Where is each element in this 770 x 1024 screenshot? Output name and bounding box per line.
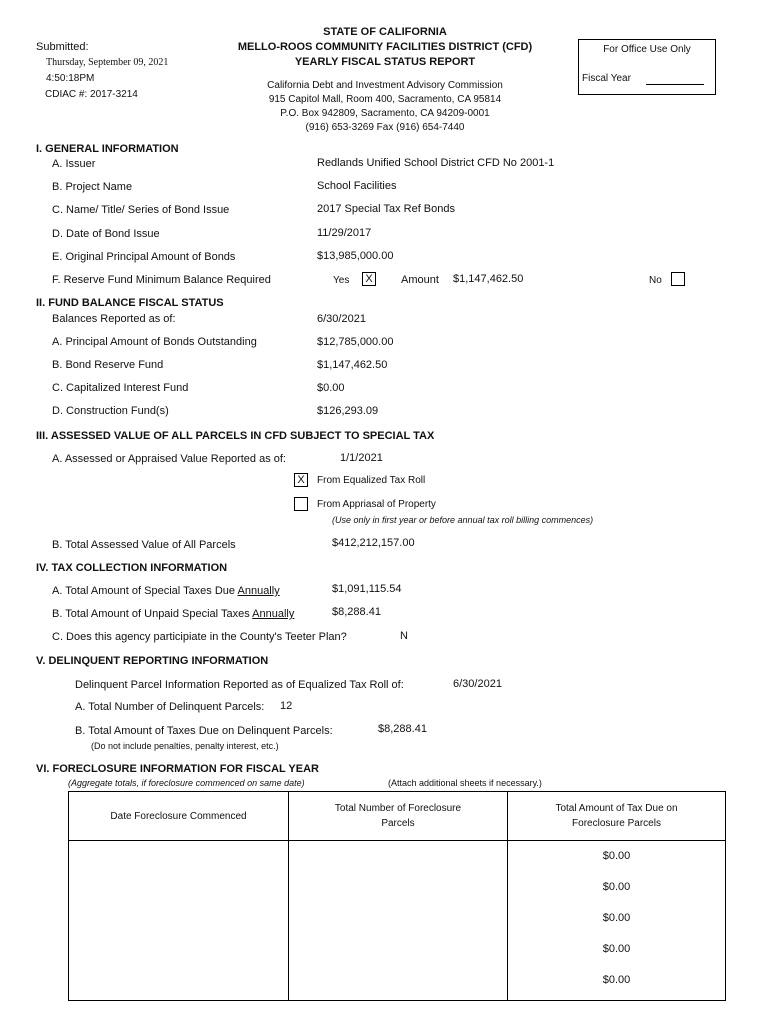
title-state: STATE OF CALIFORNIA	[323, 26, 447, 38]
parcels-header	[289, 792, 508, 841]
outstanding-value: $12,785,000.00	[317, 336, 394, 348]
delinquent-reported-value: 6/30/2021	[453, 678, 502, 690]
construction-fund-label: D. Construction Fund(s)	[52, 405, 169, 417]
no-label: No	[649, 275, 662, 286]
bond-date-value: 11/29/2017	[317, 227, 372, 239]
title-report: YEARLY FISCAL STATUS REPORT	[294, 56, 476, 68]
bond-date-label: D. Date of Bond Issue	[52, 228, 160, 240]
section-6-heading: VI. FORECLOSURE INFORMATION FOR FISCAL YEAR	[36, 763, 319, 775]
unpaid-taxes-value: $8,288.41	[332, 606, 381, 618]
delinquent-parcels-label: A. Total Number of Delinquent Parcels:	[75, 701, 265, 713]
tax-due-amount: $0.00	[602, 850, 631, 862]
total-assessed-value: $412,212,157.00	[332, 537, 415, 549]
unpaid-taxes-annually: Annually	[252, 608, 295, 620]
agency-po-box: P.O. Box 942809, Sacramento, CA 94209-0001	[280, 108, 490, 119]
tax-due-header	[508, 792, 726, 841]
principal-value: $13,985,000.00	[317, 250, 394, 262]
tax-due-header-line2: Foreclosure Parcels	[572, 818, 661, 829]
parcels-header-line1: Total Number of Foreclosure	[334, 803, 462, 814]
teeter-value: N	[400, 630, 408, 642]
reserve-required-label: F. Reserve Fund Minimum Balance Required	[52, 274, 271, 286]
series-value: 2017 Special Tax Ref Bonds	[317, 203, 455, 215]
taxes-due-value: $1,091,115.54	[332, 583, 402, 595]
taxes-due-label-text: A. Total Amount of Special Taxes Due	[52, 585, 238, 597]
tax-due-cell	[508, 841, 726, 1001]
agency-name: California Debt and Investment Advisory Commission	[267, 80, 503, 91]
assessed-label: A. Assessed or Appraised Value Reported as of:	[52, 453, 286, 465]
teeter-label: C. Does this agency participiate in the County's Teeter Plan?	[52, 631, 347, 643]
date-commenced-header	[69, 792, 289, 841]
amount-label: Amount	[401, 274, 439, 286]
outstanding-label: A. Principal Amount of Bonds Outstanding	[52, 336, 257, 348]
date-commenced-cell[interactable]	[69, 841, 289, 1001]
fiscal-year-label: Fiscal Year	[582, 73, 631, 84]
delinquent-taxes-note: (Do not include penalties, penalty interest, etc.)	[91, 741, 279, 751]
no-checkbox[interactable]	[671, 272, 685, 286]
appraisal-label: From Appriasal of Property	[317, 499, 436, 510]
tax-roll-label: From Equalized Tax Roll	[317, 475, 426, 486]
reserve-fund-label: B. Bond Reserve Fund	[52, 359, 164, 371]
submitted-date: Thursday, September 09, 2021	[46, 57, 169, 68]
delinquent-taxes-label: B. Total Amount of Taxes Due on Delinquent Parcels:	[75, 725, 333, 737]
project-label: B. Project Name	[52, 181, 133, 193]
aggregate-note: (Aggregate totals, if foreclosure commenced on same date)	[68, 778, 305, 788]
principal-label: E. Original Principal Amount of Bonds	[52, 251, 236, 263]
date-commenced-header-text: Date Foreclosure Commenced	[110, 810, 247, 822]
title-cfd: MELLO-ROOS COMMUNITY FACILITIES DISTRICT (CFD)	[237, 41, 533, 53]
submitted-label: Submitted:	[36, 41, 89, 53]
tax-due-amount: $0.00	[602, 881, 631, 893]
parcels-cell[interactable]	[289, 841, 508, 1001]
tax-roll-checkbox[interactable]: X	[294, 473, 308, 487]
attach-note: (Attach additional sheets if necessary.)	[388, 778, 542, 788]
foreclosure-table	[68, 791, 726, 1001]
issuer-label: A. Issuer	[52, 158, 96, 170]
foreclosure-header-row	[69, 792, 726, 841]
cdiac-number: CDIAC #: 2017-3214	[45, 89, 138, 100]
construction-fund-value: $126,293.09	[317, 405, 379, 417]
section-5-heading: V. DELINQUENT REPORTING INFORMATION	[36, 655, 269, 667]
amount-value: $1,147,462.50	[453, 273, 524, 285]
series-label: C. Name/ Title/ Series of Bond Issue	[52, 204, 230, 216]
parcels-header-line2: Parcels	[381, 818, 415, 829]
delinquent-reported-label: Delinquent Parcel Information Reported as of Equalized Tax Roll of:	[75, 679, 404, 691]
submitted-time: 4:50:18PM	[46, 73, 95, 84]
tax-due-amount: $0.00	[602, 912, 631, 924]
balances-label: Balances Reported as of:	[52, 313, 176, 325]
office-use-label: For Office Use Only	[603, 44, 691, 55]
section-3-heading: III. ASSESSED VALUE OF ALL PARCELS IN CFD SUBJECT TO SPECIAL TAX	[36, 430, 435, 442]
interest-fund-label: C. Capitalized Interest Fund	[52, 382, 189, 394]
yes-label: Yes	[333, 275, 350, 286]
assessed-value: 1/1/2021	[340, 452, 383, 464]
foreclosure-body-row	[69, 841, 726, 1001]
tax-due-list	[508, 841, 725, 996]
total-assessed-label: B. Total Assessed Value of All Parcels	[52, 539, 236, 551]
project-value: School Facilities	[317, 180, 397, 192]
fiscal-year-field[interactable]	[646, 84, 704, 85]
section-4-heading: IV. TAX COLLECTION INFORMATION	[36, 562, 228, 574]
agency-phone: (916) 653-3269 Fax (916) 654-7440	[305, 122, 465, 133]
reserve-fund-value: $1,147,462.50	[317, 359, 388, 371]
delinquent-parcels-value: 12	[280, 700, 293, 712]
tax-due-amount: $0.00	[602, 974, 631, 986]
taxes-due-label	[52, 585, 280, 597]
section-1-heading: I. GENERAL INFORMATION	[36, 143, 179, 155]
unpaid-taxes-label-text: B. Total Amount of Unpaid Special Taxes	[52, 608, 253, 620]
delinquent-taxes-value: $8,288.41	[378, 723, 427, 735]
yes-checkbox[interactable]: X	[362, 272, 376, 286]
interest-fund-value: $0.00	[317, 382, 345, 394]
appraisal-checkbox[interactable]	[294, 497, 308, 511]
unpaid-taxes-label	[52, 608, 294, 620]
tax-due-header-line1: Total Amount of Tax Due on	[555, 803, 678, 814]
issuer-value: Redlands Unified School District CFD No 2001-1	[317, 157, 555, 169]
agency-address: 915 Capitol Mall, Room 400, Sacramento, CA 95814	[268, 94, 502, 105]
appraisal-note: (Use only in first year or before annual tax roll billing commences)	[332, 515, 594, 525]
section-2-heading: II. FUND BALANCE FISCAL STATUS	[36, 297, 224, 309]
taxes-due-annually: Annually	[237, 585, 280, 597]
balances-value: 6/30/2021	[317, 313, 366, 325]
tax-due-amount: $0.00	[602, 943, 631, 955]
